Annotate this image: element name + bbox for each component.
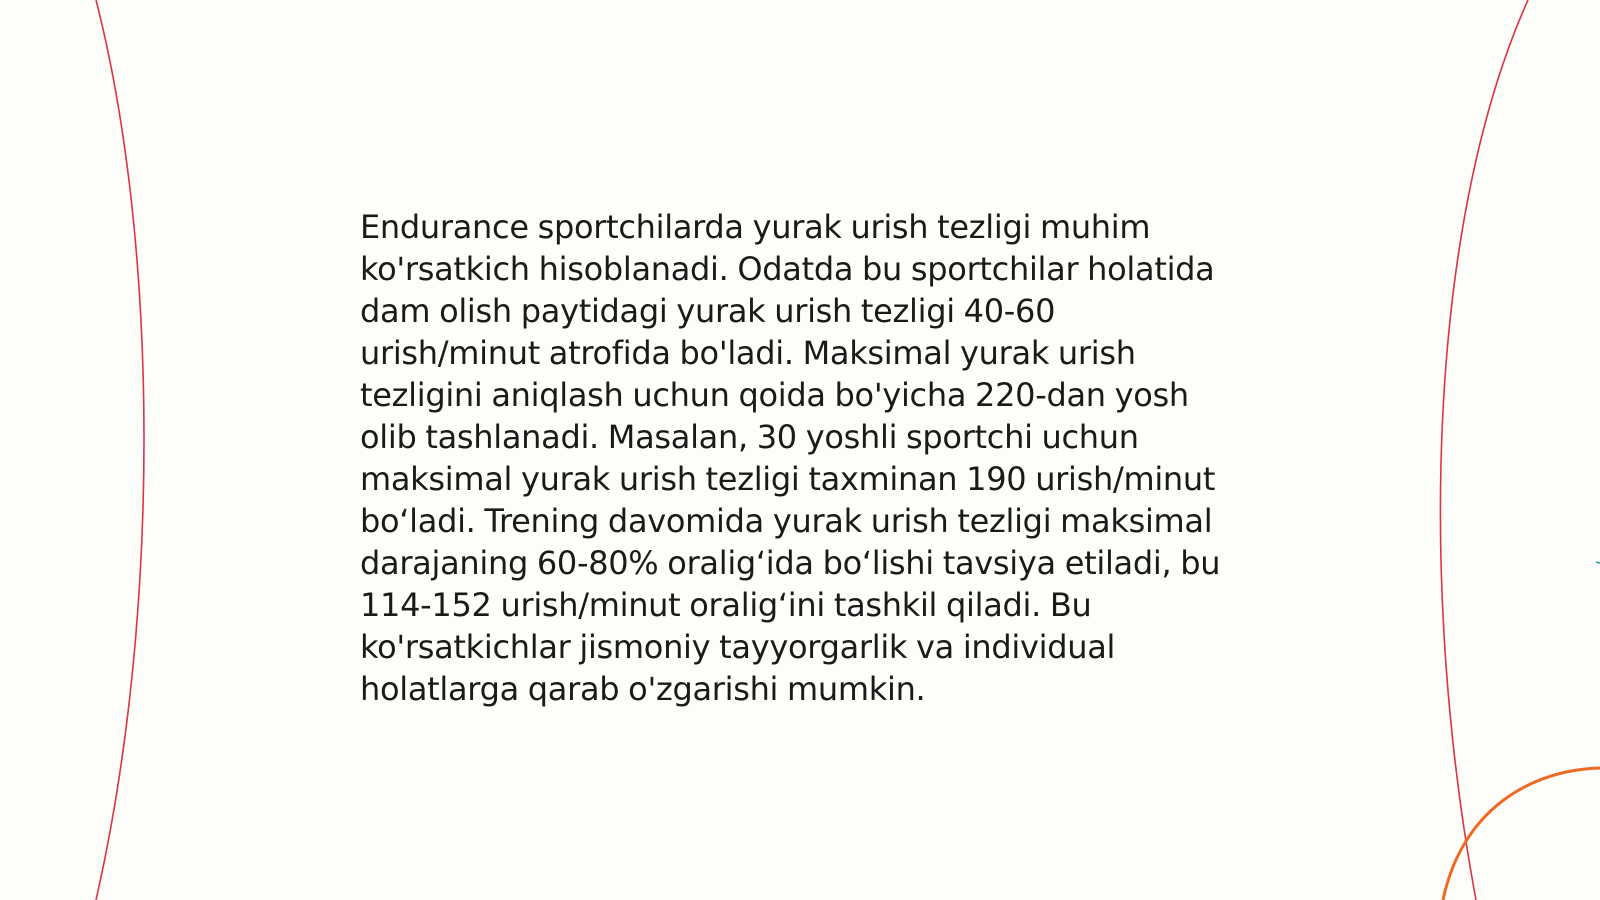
- orange-arc: [1443, 768, 1600, 900]
- small-tick: [1596, 562, 1600, 563]
- right-curve: [1440, 0, 1528, 900]
- body-paragraph: Endurance sportchilarda yurak urish tezligi muhim ko'rsatkich hisoblanadi. Odatda bu sportchilar holatida dam olish paytidagi yurak urish tezligi 40-60 urish/minut atrofida bo'ladi. Maksimal yurak urish tezligini aniqlash uchun qoida bo'yicha 220-dan yosh olib tashlanadi. Masalan, 30 yoshli sportchi uchun maksimal yurak urish tezligi taxminan 190 urish/minut boʻladi. Trening davomida yurak urish tezligi maksimal darajaning 60-80% oraligʻida boʻlishi tavsiya etiladi, bu 114-152 urish/minut oraligʻini tashkil qiladi. Bu ko'rsatkichlar jismoniy tayyorgarlik va individual holatlarga qarab o'zgarishi mumkin.: [360, 208, 1221, 708]
- left-curve: [96, 0, 144, 900]
